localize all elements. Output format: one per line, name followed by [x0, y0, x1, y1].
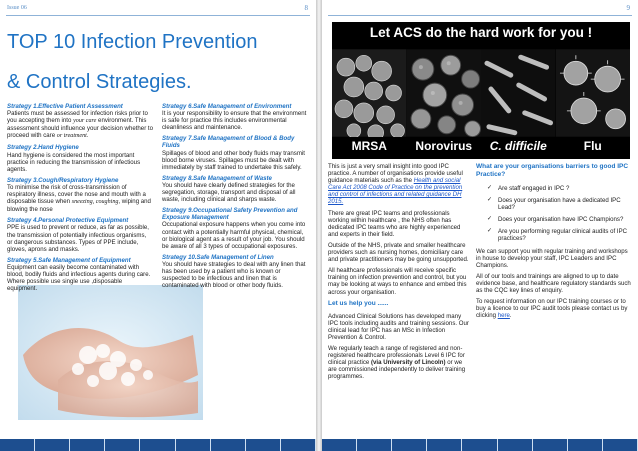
- header-rule: [328, 15, 632, 16]
- right-column-2: [476, 163, 632, 323]
- page-number-right: 9: [626, 4, 630, 12]
- checklist-item: ✓ Are staff engaged in IPC ?: [476, 185, 632, 192]
- microbe-images: [332, 49, 630, 137]
- norovirus-image: [407, 49, 482, 137]
- strategies-column-1: [7, 103, 153, 296]
- strategy-3: [7, 177, 153, 213]
- handwashing-photo: [18, 285, 203, 420]
- help-heading: Let us help you ......: [328, 299, 389, 307]
- microbe-label: C. difficile: [489, 139, 547, 153]
- strategy-10: [162, 254, 310, 289]
- strategy-heading: Strategy 4.Personal Protective Equipment: [7, 217, 129, 225]
- mrsa-image: [332, 49, 407, 137]
- contact-paragraph: To request information on our IPC training courses or to buy a licence to our IPC audit tools please contact us by clicking here.: [476, 298, 628, 320]
- strategy-heading: Strategy 6.Safe Management of Environment: [162, 103, 292, 110]
- footer-bar-right: [322, 439, 638, 451]
- right-page: [322, 0, 638, 451]
- strategy-body: Equipment can easily become contaminated with blood, bodily fluids and infectious agents during care. Where possible use single use ,disposable equipment.: [7, 263, 151, 293]
- checklist-item: ✓ Are you performing regular clinical audits of IPC practices?: [476, 228, 632, 242]
- right-column-1: [328, 163, 472, 384]
- teams-paragraph: There are great IPC teams and professionals working within healthcare , the NHS often has dedicated IPC teams who are highly experienced and experts in their field.: [328, 209, 461, 238]
- checklist-item: ✓ Does your organisation have a dedicated IPC Lead?: [476, 197, 632, 211]
- strategy-heading: Strategy 10.Safe Management of Linen: [162, 253, 274, 261]
- microbe-label: Flu: [583, 139, 602, 153]
- barriers-heading: What are your organisations barriers to good IPC Practice?: [476, 163, 629, 178]
- acs-paragraph: Advanced Clinical Solutions has developed many IPC tools including audits and training sessions. Our clinical lead for IPC has an MSc in Infection Prevention & Control.: [328, 312, 469, 341]
- strategy-heading: Strategy 9.Occupational Safety Prevention and Exposure Management: [162, 207, 298, 222]
- page-title-line1: TOP 10 Infection Prevention: [7, 31, 258, 53]
- c-difficile-image: [481, 49, 556, 137]
- strategy-8: [162, 175, 310, 203]
- support-paragraph: We can support you with regular training and workshops in house to develop your staff, IPC Leaders and IPC Champions.: [476, 247, 628, 269]
- strategy-1: [7, 103, 153, 140]
- strategy-6: [162, 103, 310, 131]
- strategy-2: [7, 144, 153, 172]
- microbe-label: Norovirus: [415, 139, 473, 153]
- page-title-line2: & Control Strategies.: [7, 71, 192, 93]
- strategy-heading: Strategy 3.Cough/Respiratory Hygiene: [7, 176, 119, 184]
- strategy-heading: Strategy 1.Effective Patient Assessment: [7, 103, 123, 110]
- strategy-body: PPE is used to prevent or reduce, as far as possible, the transmission of potentially infectious organisms, or dangerous substances. Types of PPE include, gloves, aprons and masks.: [7, 224, 149, 253]
- guidance-link[interactable]: Health and social Care Act 2008 Code of Practice on the prevention and control of infections and related guidance DH 2015.: [328, 177, 463, 206]
- training-paragraph: All healthcare professionals will receive specific training on infection prevention and control, but you may be looking at ways to enhance and embed this across your organisation.: [328, 267, 467, 296]
- strategy-heading: Strategy 7.Safe Management of Blood & Body Fluids: [162, 135, 295, 150]
- strategy-body: Spillages of blood and other body fluids may transmit blood borne viruses. Spillages must be dealt with immediately by staff trained to undertake this safely.: [162, 149, 305, 171]
- strategy-body: Occupational exposure happens when you come into contact with a potentially harmful physical, chemical, or biological agent as a result of your job. You should be aware of all 3 types of occupational exposures.: [162, 221, 306, 250]
- strategy-9: [162, 207, 310, 250]
- page-number-left: 8: [304, 4, 308, 12]
- strategy-5: [7, 257, 153, 292]
- checklist-item: ✓ Does your organisation have IPC Champions?: [476, 216, 632, 223]
- issue-label: Issue 06: [7, 5, 27, 11]
- strategy-body: Patients must be assessed for infection risks prior to you accepting them into your care environment. This assessment should influence your decision whether to proceed with care or treatment.: [7, 110, 153, 140]
- evidence-paragraph: All of our tools and trainings are aligned to up to date evidence base, and healthcare regulatory standards such as the CQC key lines of enquiry.: [476, 272, 631, 295]
- strategy-7: [162, 135, 310, 170]
- intro-paragraph: This is just a very small insight into good IPC practice. A number of organisations provide useful guidance materials such as the Health and social Care Act 2008 Code of Practice on the prevention and control of infections and related guidance DH 2015.: [328, 163, 463, 206]
- contact-here-link[interactable]: here: [497, 312, 510, 320]
- microbe-labels: [332, 139, 630, 153]
- strategy-body: Hand hygiene is considered the most important practice in reducing the transmission of infectious agents.: [7, 151, 141, 173]
- left-page: [0, 0, 316, 451]
- strategy-body: To minimise the risk of cross-transmission of respiratory illness, cover the nose and mouth with a disposable tissue when sneezing, coughing, wiping and blowing the nose: [7, 183, 151, 214]
- flu-image: [556, 49, 631, 137]
- header-rule: [6, 15, 310, 16]
- strategies-column-2: [162, 103, 310, 293]
- footer-bar-left: [0, 439, 316, 451]
- strategy-heading: Strategy 8.Safe Management of Waste: [162, 174, 272, 182]
- strategy-heading: Strategy 2.Hand Hygiene: [7, 144, 79, 152]
- strategy-4: [7, 217, 153, 252]
- strategy-body: You should have clearly defined strategies for the segregation, storage, transport and disposal of all waste, including clinical and sharps waste.: [162, 181, 296, 204]
- strategy-body: It is your responsibility to ensure that the environment is safe for practice this includes environmental cleanliness and maintenance.: [162, 110, 307, 132]
- strategy-body: You should have strategies to deal with any linen that has been used by a patient who is known or suspected to be infectious and linen that is contaminated with blood or other body fluids.: [162, 260, 306, 290]
- outside-nhs-paragraph: Outside of the NHS, private and smaller healthcare providers such as nursing homes, domiciliary care and private practitioners may be going unsupported.: [328, 241, 469, 264]
- strategy-heading: Strategy 5.Safe Management of Equipment: [7, 256, 131, 264]
- microbe-label: MRSA: [351, 139, 387, 153]
- teaching-paragraph: We regularly teach a range of registered and non-registered healthcare professionals Level 6 IPC for clinical practice (via University of Lincoln) or we are commissioned independently to deliver training programmes.: [328, 344, 466, 381]
- banner-title: Let ACS do the hard work for you !: [369, 25, 593, 40]
- microbe-banner: [332, 22, 630, 159]
